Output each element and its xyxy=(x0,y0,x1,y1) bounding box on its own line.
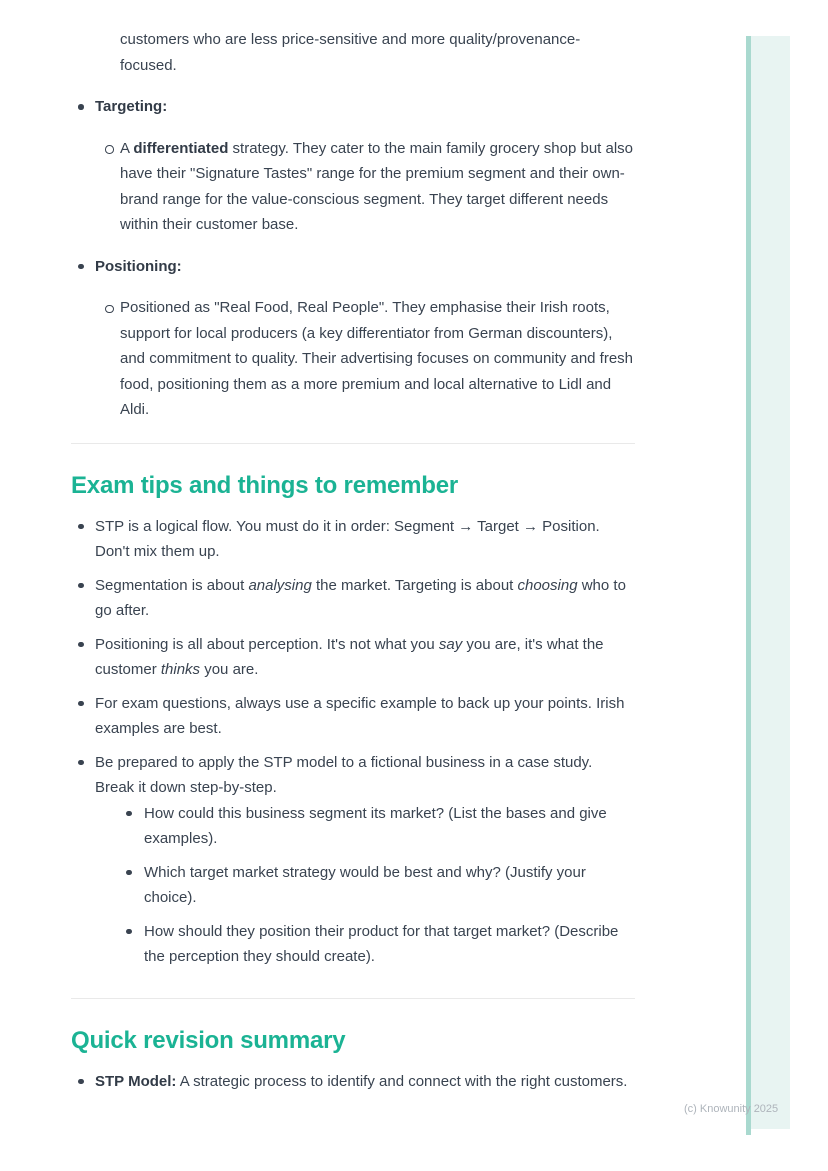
bullet-circle-icon xyxy=(105,295,120,321)
list-item-targeting xyxy=(71,94,635,120)
bullet-disc-icon xyxy=(78,573,95,599)
copyright-watermark: (c) Knowunity 2025 xyxy=(684,1103,779,1115)
list-item-targeting-detail xyxy=(71,136,635,238)
page-edge-line xyxy=(746,36,751,1135)
bullet-circle-icon xyxy=(105,136,120,162)
positioning-detail: Positioned as "Real Food, Real People". They emphasise their Irish roots, support for local producers (a key differentiator from German discounters), and commitment to quality. Their advertising focuses on community and fresh food, positioning them as a more premium and local alternative to Lidl and Aldi. xyxy=(120,299,634,418)
list-item-positioning xyxy=(71,254,635,280)
bullet-disc-icon xyxy=(78,254,95,280)
exam-tips-heading: Exam tips and things to remember xyxy=(71,471,459,499)
bullet-disc-icon xyxy=(126,860,144,886)
tip-segmentation: Segmentation is about analysing the market. Targeting is about choosing who to go after. xyxy=(71,573,635,624)
document-body xyxy=(71,27,635,1094)
targeting-label: Targeting: xyxy=(95,98,168,115)
tip-case-study: Be prepared to apply the STP model to a fictional business in a case study. Break it down step-by-step. How could this business segment its market? (List the bases and give examples). Which target market strategy would be best and why? (Justify your choice). How should they position their product for that target market? (Describe the perception they should create). xyxy=(71,750,635,978)
quick-revision-heading: Quick revision summary xyxy=(71,1026,346,1054)
question-segment: How could this business segment its market? (List the bases and give examples). xyxy=(95,801,635,852)
bullet-disc-icon xyxy=(78,1069,95,1095)
bullet-disc-icon xyxy=(126,919,144,945)
exam-tips-list xyxy=(71,514,635,978)
tip-positioning: Positioning is all about perception. It's not what you say you are, it's what the customer thinks you are. xyxy=(71,632,635,683)
tip-examples: For exam questions, always use a specific example to back up your points. Irish examples are best. xyxy=(71,691,635,742)
bullet-disc-icon xyxy=(78,94,95,120)
continuation-paragraph: customers who are less price-sensitive and more quality/provenance-focused. xyxy=(120,31,581,74)
bullet-disc-icon xyxy=(78,750,95,776)
question-position: How should they position their product for that target market? (Describe the perception they should create). xyxy=(95,919,635,970)
page-edge-highlight xyxy=(751,36,790,1129)
section-divider xyxy=(71,998,635,999)
tip-order: STP is a logical flow. You must do it in order: Segment → Target → Position. Don't mix them up. xyxy=(71,514,635,565)
list-item-positioning-detail xyxy=(71,295,635,423)
summary-stp-model: STP Model: A strategic process to identify and connect with the right customers. xyxy=(71,1069,635,1095)
bullet-disc-icon xyxy=(78,632,95,658)
question-target: Which target market strategy would be best and why? (Justify your choice). xyxy=(95,860,635,911)
bullet-disc-icon xyxy=(78,691,95,717)
case-study-questions xyxy=(95,801,635,970)
bullet-disc-icon xyxy=(126,801,144,827)
section-divider xyxy=(71,443,635,444)
targeting-detail: A differentiated strategy. They cater to the main family grocery shop but also have their "Signature Tastes" range for the premium segment and their own-brand range for the value-conscious segment. They target different needs within their customer base. xyxy=(120,139,634,233)
positioning-label: Positioning: xyxy=(95,257,182,275)
bullet-disc-icon xyxy=(78,514,95,540)
